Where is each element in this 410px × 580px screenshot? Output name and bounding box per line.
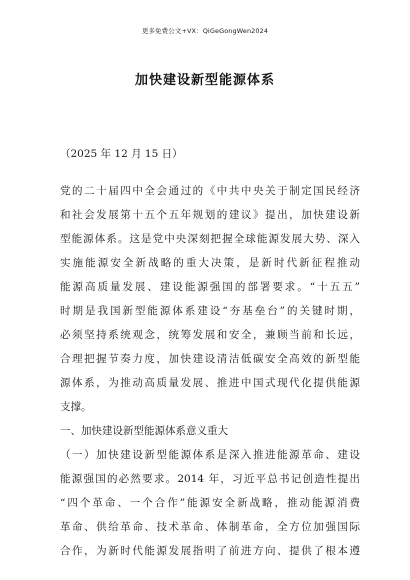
body-line: 合理把握节奏力度，加快建设清洁低碳安全高效的新型能 xyxy=(60,353,360,365)
body-line: 支撑。 xyxy=(60,401,92,413)
body-line: 时期是我国新型能源体系建设“夯基垒台”的关键时期， xyxy=(60,305,360,317)
body-line: 党的二十届四中全会通过的《中共中央关于制定国民经济 xyxy=(60,185,360,197)
body-line: 革命、供给革命、技术革命、体制革命，全方位加强国际 xyxy=(60,521,360,533)
body-line: （一）加快建设新型能源体系是深入推进能源革命、建设 xyxy=(60,449,360,461)
body-line: 合作，为新时代能源发展指明了前进方向、提供了根本遵 xyxy=(60,545,360,557)
document-title: 加快建设新型能源体系 xyxy=(134,73,275,88)
body-line: 能源高质量发展、建设能源强国的部署要求。“十五五” xyxy=(60,281,360,293)
section-heading: 一、加快建设新型能源体系意义重大 xyxy=(60,425,228,437)
document-date: （2025 年 12 月 15 日） xyxy=(60,148,183,160)
header-note: 更多免费公文+VX：QiGeGongWen2024 xyxy=(141,27,269,35)
body-line: 必须坚持系统观念，统筹发展和安全，兼顾当前和长远， xyxy=(60,329,360,341)
body-line: 能源强国的必然要求。2014 年，习近平总书记创造性提出 xyxy=(60,473,360,485)
body-line: 实施能源安全新战略的重大决策，是新时代新征程推动 xyxy=(60,257,360,269)
body-line: 和社会发展第十五个五年规划的建议》提出，加快建设新 xyxy=(60,209,360,221)
body-line: “四个革命、一个合作”能源安全新战略，推动能源消费 xyxy=(60,497,360,509)
body-line: 源体系，为推动高质量发展、推进中国式现代化提供能源 xyxy=(60,377,360,389)
body-line: 型能源体系。这是党中央深刻把握全球能源发展大势、深入 xyxy=(60,233,360,245)
